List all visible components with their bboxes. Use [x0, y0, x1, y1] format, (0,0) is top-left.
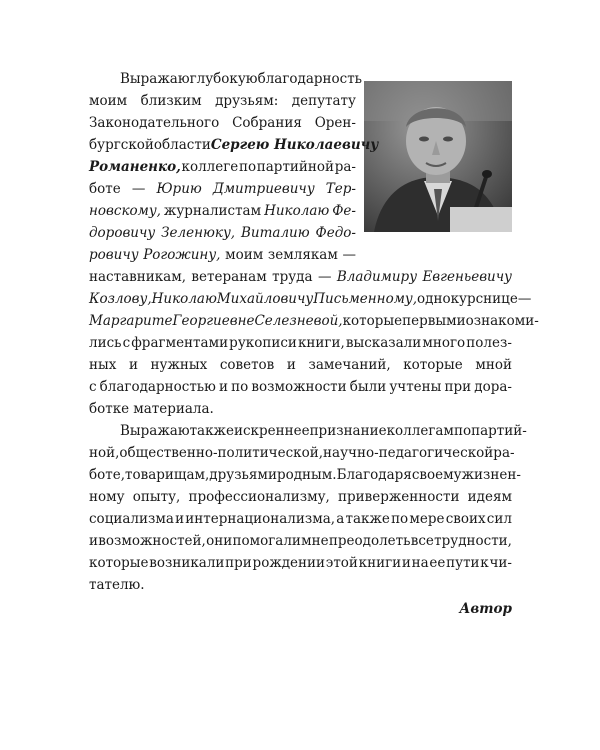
text-line: ботке материала.	[89, 401, 214, 417]
text-line: ных и нужных советов и замечаний, которые мной	[89, 357, 512, 373]
text-line: Законодательного Собрания Орен-	[89, 115, 356, 131]
text-line: ной, общественно-политической, научно-педагогической ра-	[89, 445, 515, 461]
text-line: и возможностей, они помогали мне преодолеть все трудности,	[89, 533, 512, 549]
page	[89, 0, 539, 750]
text-line: ному опыту, профессионализму, приверженности идеям	[89, 489, 512, 505]
author-photo	[364, 81, 512, 232]
text-line: боте — Юрию Дмитриевичу Тер-	[89, 181, 356, 197]
text-line: бургской области Сергею Николаевичу	[89, 137, 379, 153]
signature: Автор	[459, 601, 512, 617]
text-line: лись с фрагментами рукописи книги, высказали много полез-	[89, 335, 512, 351]
text-line: Козлову, Николаю Михайловичу Письменному, однокурснице —	[89, 291, 532, 307]
text-line: Маргарите Георгиевне Селезневой, которые первыми ознакоми-	[89, 313, 539, 329]
text-line: ровичу Рогожину, моим землякам —	[89, 247, 356, 263]
text-line: моим близким друзьям: депутату	[89, 93, 356, 109]
text-line: которые возникали при рождении этой книги и на ее пути к чи-	[89, 555, 512, 571]
text-line: Выражаю также искреннее признание коллегам по партий-	[120, 423, 527, 439]
text-line: тателю.	[89, 577, 145, 593]
text-line: наставникам, ветеранам труда — Владимиру Евгеньевичу	[89, 269, 512, 285]
text-line: Выражаю глубокую благодарность	[120, 71, 363, 87]
text-line: Романенко, коллеге по партийной ра-	[89, 159, 356, 175]
text-line: с благодарностью и по возможности были учтены при дора-	[89, 379, 512, 395]
text-line: боте, товарищам, друзьям и родным. Благодаря своему жизнен-	[89, 467, 521, 483]
text-line: социализма и интернационализма, а также по мере своих сил	[89, 511, 512, 527]
text-line: новскому, журналистам Николаю Фе-	[89, 203, 356, 219]
text-line: доровичу Зеленюку, Виталию Федо-	[89, 225, 356, 241]
